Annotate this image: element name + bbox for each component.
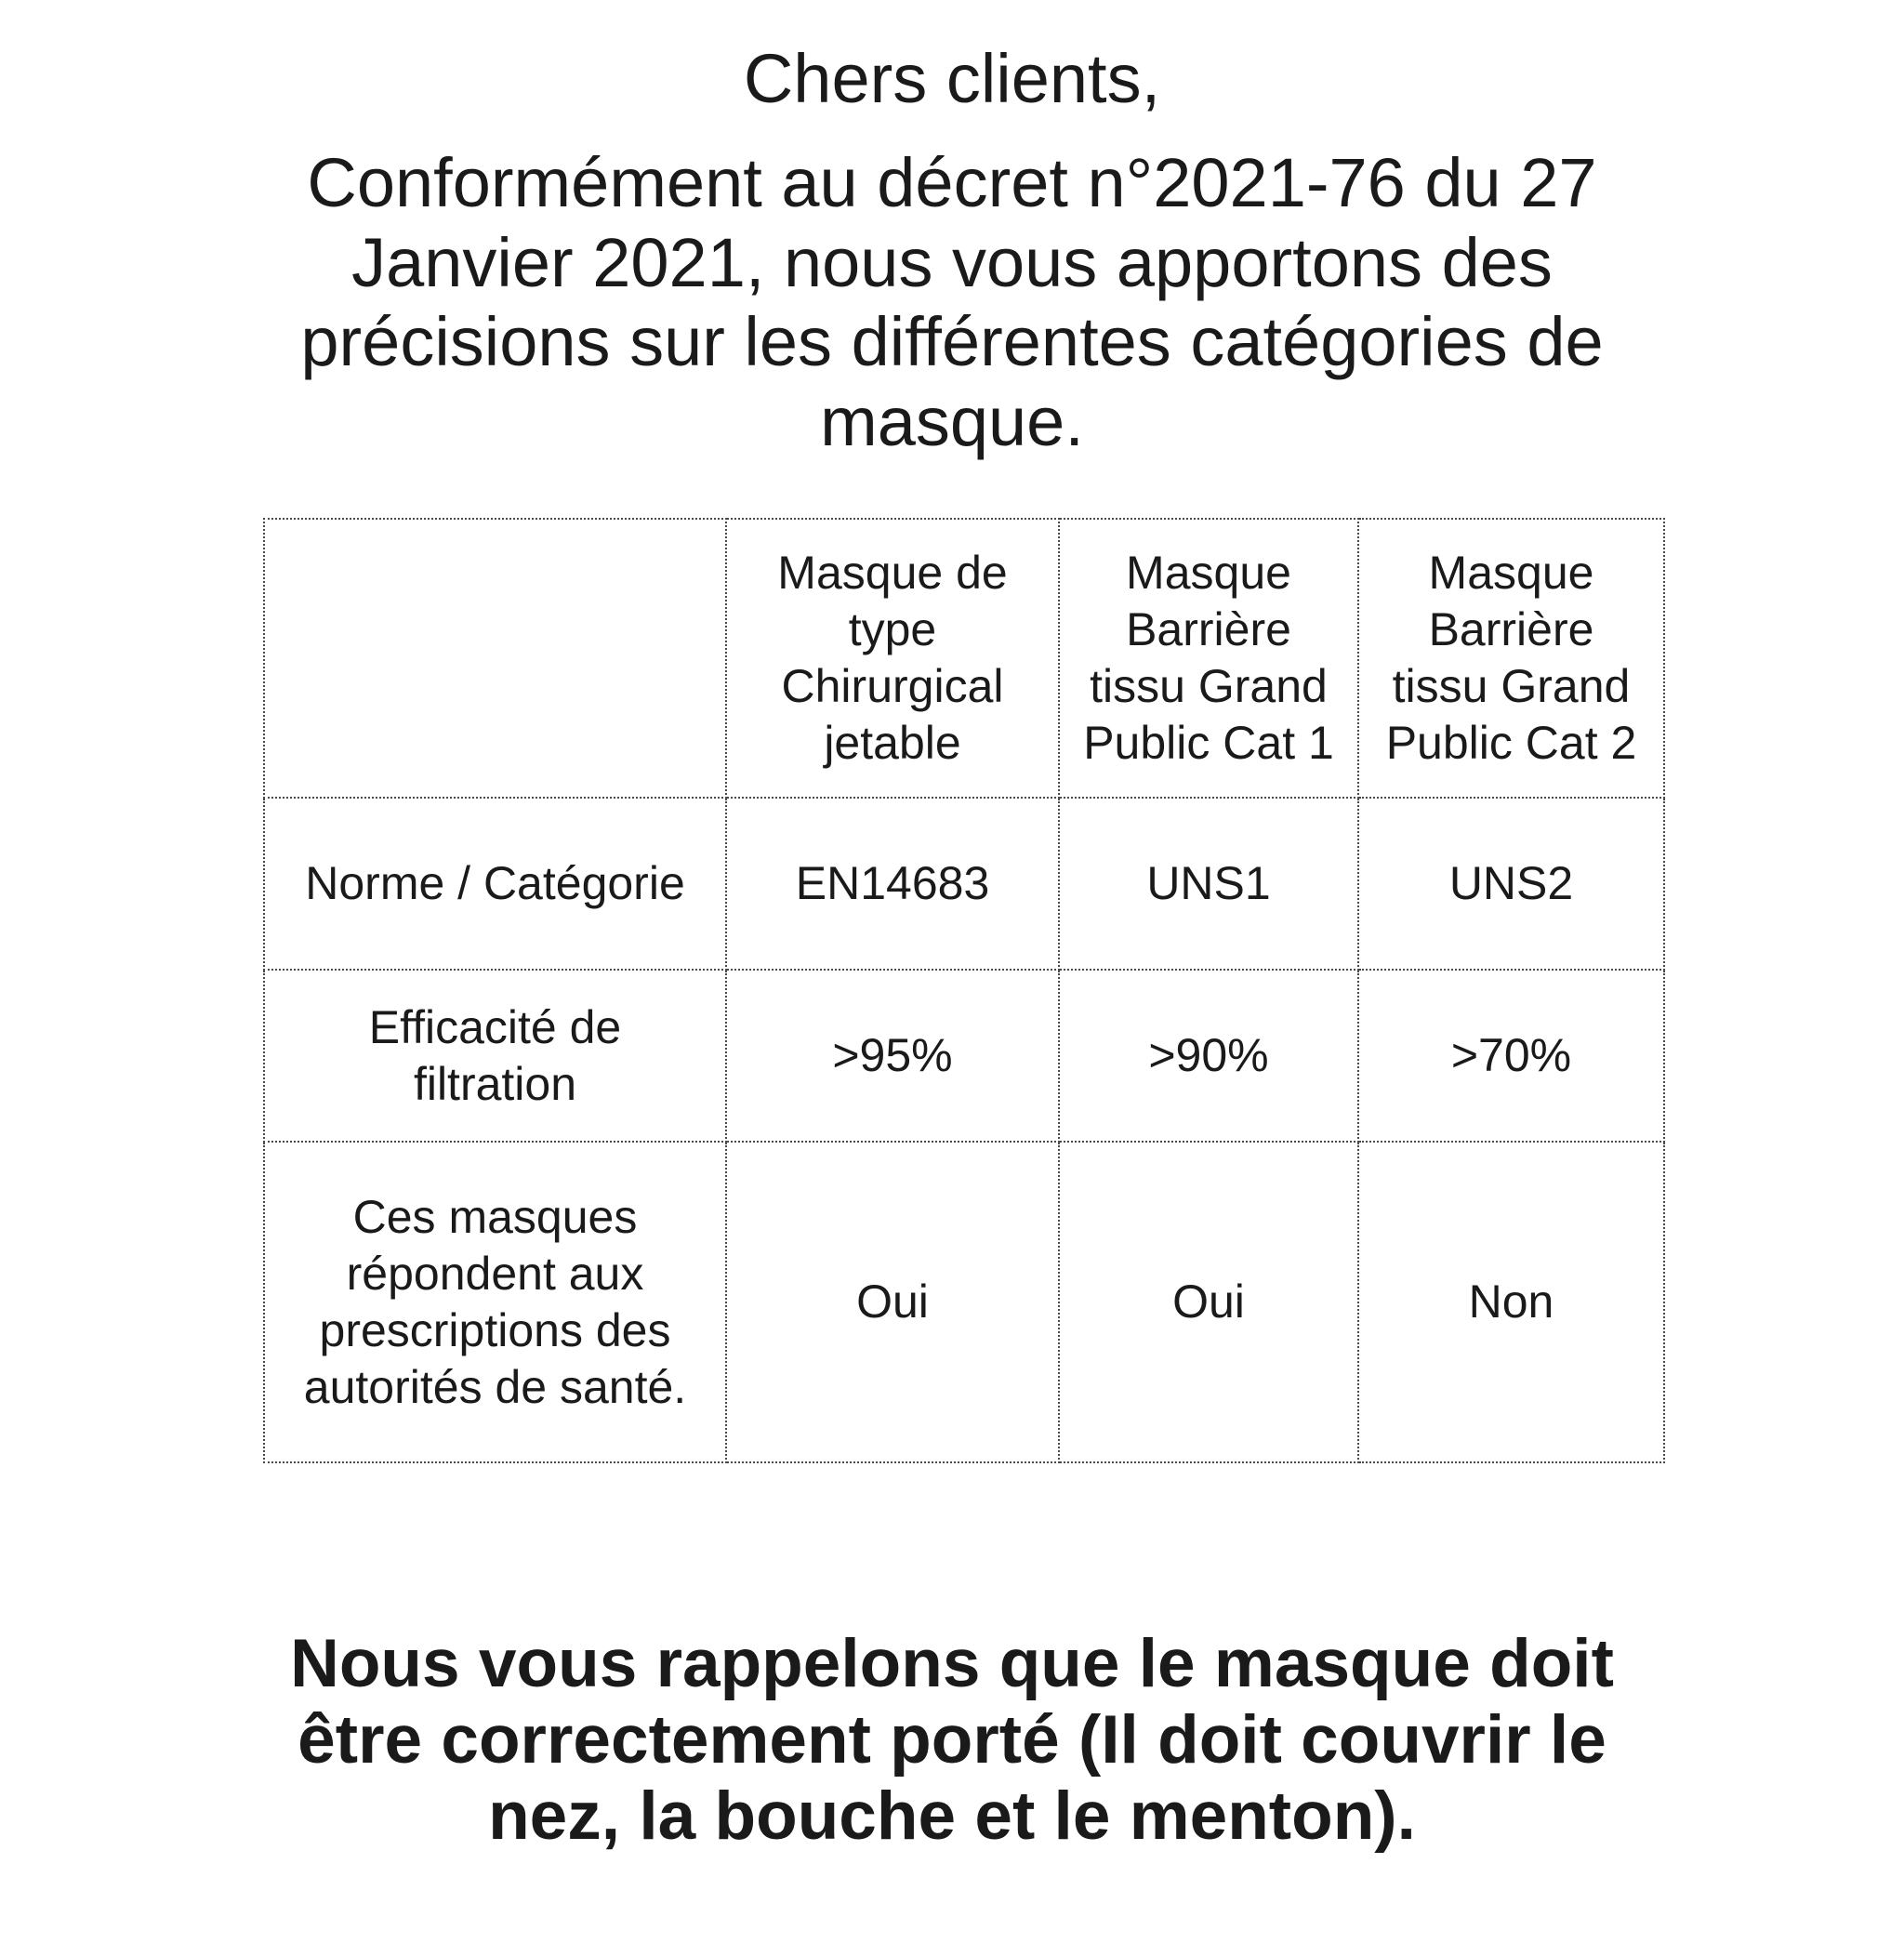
- column-header-masque-cat1: [1059, 519, 1358, 798]
- document-page: [0, 39, 1904, 1854]
- table-row-efficacite-filtration: [264, 970, 1664, 1142]
- cell-efficacite-cat2: >70%: [1358, 970, 1664, 1142]
- column-header-masque-chirurgical: [726, 519, 1059, 798]
- row-label-norme-categorie-text: Norme / Catégorie: [305, 857, 685, 910]
- cell-norme-cat2: UNS2: [1358, 798, 1664, 970]
- intro-paragraph: Conformément au décret n°2021-76 du 27 Janvier 2021, nous vous apportons des précisions sur les différentes catégories de masque.: [300, 143, 1604, 461]
- cell-norme-chirurgical: EN14683: [726, 798, 1059, 970]
- row-label-efficacite-filtration: [264, 970, 726, 1142]
- column-header-masque-cat2-label: Masque Barrière tissu Grand Public Cat 2: [1385, 547, 1637, 770]
- table-row-norme-categorie: [264, 798, 1664, 970]
- column-header-masque-cat1-label: Masque Barrière tissu Grand Public Cat 1: [1083, 547, 1334, 770]
- table-corner-cell: [264, 519, 726, 798]
- cell-prescriptions-chirurgical: Oui: [726, 1142, 1059, 1462]
- reminder-text: Nous vous rappelons que le masque doit être correctement porté (Il doit couvrir le nez, la bouche et le menton).: [290, 1626, 1614, 1854]
- row-label-efficacite-filtration-text: Efficacité de filtration: [368, 1000, 622, 1110]
- cell-norme-cat1: UNS1: [1059, 798, 1358, 970]
- greeting-text: Chers clients,: [743, 40, 1161, 117]
- table-row-prescriptions-sante: [264, 1142, 1664, 1462]
- table-header-row: [264, 519, 1664, 798]
- cell-prescriptions-cat1: Oui: [1059, 1142, 1358, 1462]
- row-label-prescriptions-sante-text: Ces masques répondent aux prescriptions des autorités de santé.: [303, 1190, 687, 1413]
- column-header-masque-cat2: [1358, 519, 1664, 798]
- column-header-masque-chirurgical-label: Masque de type Chirurgical jetable: [777, 547, 1008, 770]
- row-label-norme-categorie: [264, 798, 726, 970]
- cell-prescriptions-cat2: Non: [1358, 1142, 1664, 1462]
- cell-efficacite-cat1: >90%: [1059, 970, 1358, 1142]
- cell-efficacite-chirurgical: >95%: [726, 970, 1059, 1142]
- row-label-prescriptions-sante: [264, 1142, 726, 1462]
- mask-comparison-table: [263, 518, 1665, 1463]
